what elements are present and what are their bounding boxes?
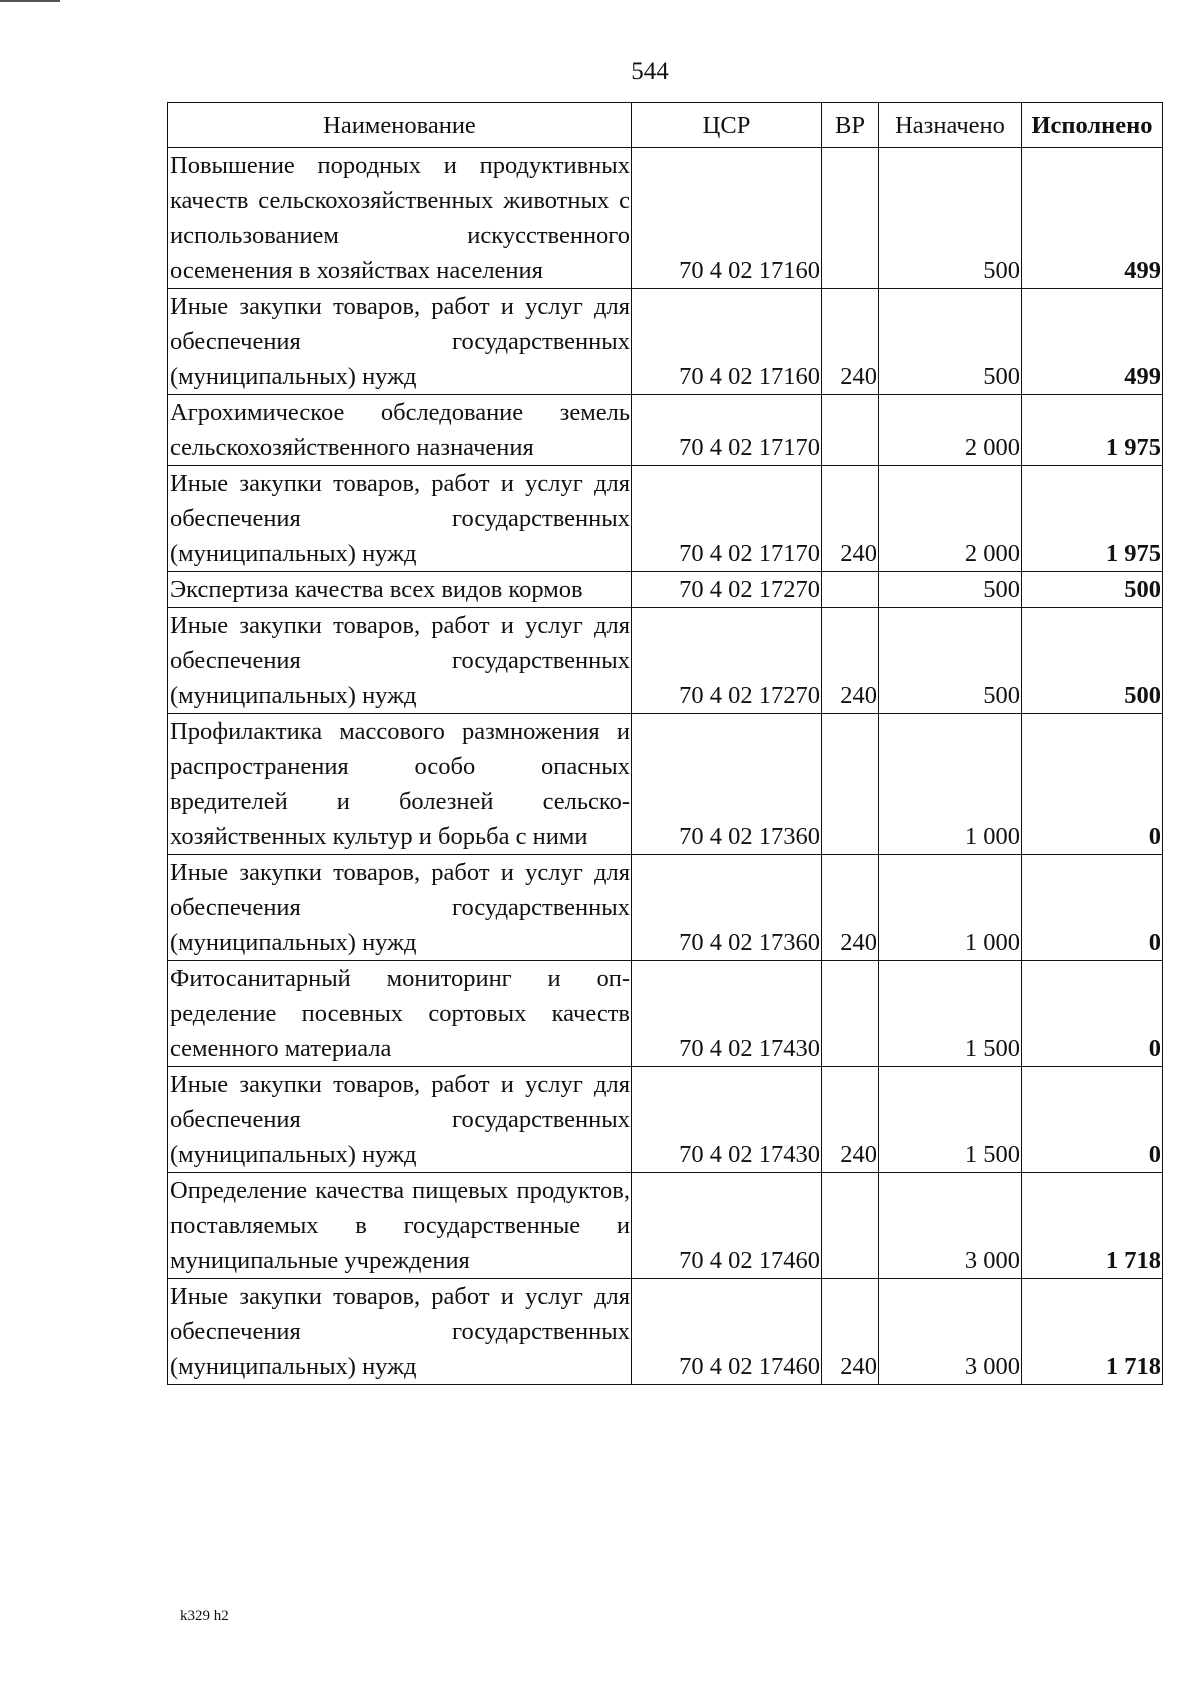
- row-name: Агрохимическое обследование земель сельскохозяйственного назначения: [168, 395, 632, 466]
- row-csr: 70 4 02 17160: [632, 148, 822, 289]
- row-assigned: 1 000: [879, 714, 1022, 855]
- row-executed: 0: [1022, 1067, 1163, 1173]
- table-row: [168, 1067, 1163, 1173]
- row-csr: 70 4 02 17360: [632, 714, 822, 855]
- row-name: Иные закупки товаров, работ и услуг для обеспечения государственных (муниципальных) нужд: [168, 289, 632, 395]
- row-executed: 1 975: [1022, 395, 1163, 466]
- row-name: Повышение породных и продуктивных качеств сельскохозяйственных животных с использованием искусственного осеменения в хозяйствах населения: [168, 148, 632, 289]
- header-assigned: Назначено: [879, 103, 1022, 148]
- budget-table: [167, 102, 1163, 1385]
- row-vr: 240: [822, 855, 879, 961]
- row-vr: [822, 1173, 879, 1279]
- table-row: [168, 289, 1163, 395]
- row-assigned: 500: [879, 608, 1022, 714]
- table-row: [168, 1279, 1163, 1385]
- row-name: Фитосанитарный мониторинг и определение посевных сортовых качеств семенного материала: [168, 961, 632, 1067]
- row-csr: 70 4 02 17160: [632, 289, 822, 395]
- row-name: Иные закупки товаров, работ и услуг для обеспечения государственных (муниципальных) нужд: [168, 855, 632, 961]
- header-csr: ЦСР: [632, 103, 822, 148]
- row-vr: 240: [822, 1067, 879, 1173]
- row-vr: 240: [822, 1279, 879, 1385]
- table-header-row: [168, 103, 1163, 148]
- row-name: Экспертиза качества всех видов кормов: [168, 572, 632, 608]
- header-executed: Исполнено: [1022, 103, 1163, 148]
- row-csr: 70 4 02 17430: [632, 961, 822, 1067]
- row-name: Иные закупки товаров, работ и услуг для обеспечения государственных (муниципальных) нужд: [168, 1279, 632, 1385]
- table-row: [168, 961, 1163, 1067]
- row-assigned: 500: [879, 572, 1022, 608]
- table-row: [168, 714, 1163, 855]
- row-executed: 499: [1022, 289, 1163, 395]
- row-vr: [822, 148, 879, 289]
- row-name: Иные закупки товаров, работ и услуг для обеспечения государственных (муниципальных) нужд: [168, 608, 632, 714]
- footer-code: k329 h2: [180, 1608, 229, 1624]
- table-row: [168, 608, 1163, 714]
- table-row: [168, 395, 1163, 466]
- row-name: Иные закупки товаров, работ и услуг для обеспечения государственных (муниципальных) нужд: [168, 466, 632, 572]
- row-csr: 70 4 02 17170: [632, 466, 822, 572]
- table-row: [168, 466, 1163, 572]
- row-name: Профилактика массового размножения и распространения особо опасных вредителей и болезней сельскохозяйственных культур и борьба с ними: [168, 714, 632, 855]
- header-vr: ВР: [822, 103, 879, 148]
- page-number: 544: [631, 58, 669, 85]
- table-row: [168, 148, 1163, 289]
- row-vr: [822, 961, 879, 1067]
- row-assigned: 3 000: [879, 1279, 1022, 1385]
- row-executed: 0: [1022, 714, 1163, 855]
- row-assigned: 1 000: [879, 855, 1022, 961]
- row-executed: 1 718: [1022, 1279, 1163, 1385]
- row-name: Иные закупки товаров, работ и услуг для обеспечения государственных (муниципальных) нужд: [168, 1067, 632, 1173]
- row-vr: 240: [822, 608, 879, 714]
- row-csr: 70 4 02 17270: [632, 572, 822, 608]
- row-executed: 499: [1022, 148, 1163, 289]
- header-name: Наименование: [168, 103, 632, 148]
- row-csr: 70 4 02 17270: [632, 608, 822, 714]
- row-name: Определение качества пищевых продуктов, поставляемых в государственные и муниципальные учреждения: [168, 1173, 632, 1279]
- row-vr: [822, 714, 879, 855]
- row-csr: 70 4 02 17460: [632, 1173, 822, 1279]
- row-assigned: 1 500: [879, 961, 1022, 1067]
- row-vr: 240: [822, 466, 879, 572]
- row-assigned: 500: [879, 289, 1022, 395]
- row-executed: 0: [1022, 855, 1163, 961]
- row-executed: 500: [1022, 572, 1163, 608]
- row-executed: 500: [1022, 608, 1163, 714]
- row-assigned: 2 000: [879, 395, 1022, 466]
- table-row: [168, 855, 1163, 961]
- row-csr: 70 4 02 17460: [632, 1279, 822, 1385]
- table-row: [168, 572, 1163, 608]
- row-executed: 1 718: [1022, 1173, 1163, 1279]
- row-csr: 70 4 02 17430: [632, 1067, 822, 1173]
- scan-edge-mark: [0, 0, 60, 2]
- row-executed: 1 975: [1022, 466, 1163, 572]
- row-vr: [822, 395, 879, 466]
- row-vr: 240: [822, 289, 879, 395]
- row-csr: 70 4 02 17360: [632, 855, 822, 961]
- row-assigned: 1 500: [879, 1067, 1022, 1173]
- table-row: [168, 1173, 1163, 1279]
- row-assigned: 500: [879, 148, 1022, 289]
- row-vr: [822, 572, 879, 608]
- row-assigned: 2 000: [879, 466, 1022, 572]
- row-executed: 0: [1022, 961, 1163, 1067]
- row-csr: 70 4 02 17170: [632, 395, 822, 466]
- row-assigned: 3 000: [879, 1173, 1022, 1279]
